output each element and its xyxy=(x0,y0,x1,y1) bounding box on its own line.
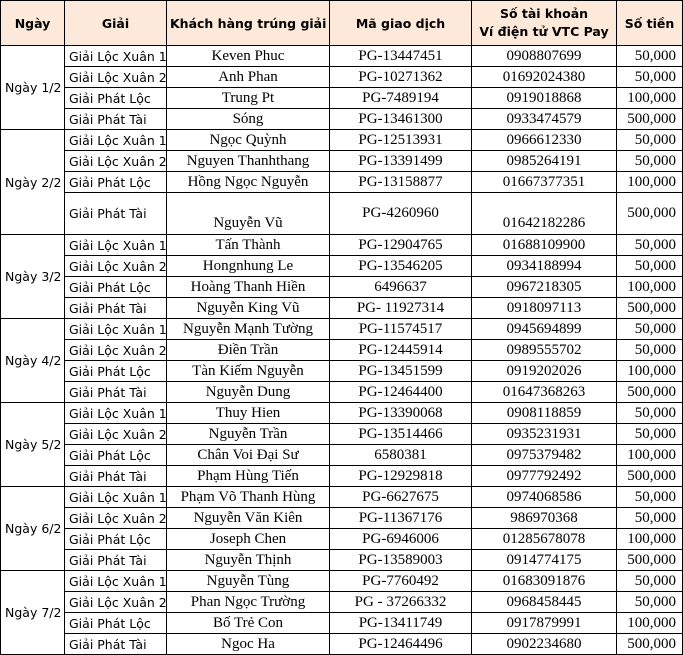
transaction-code-cell: PG-13390068 xyxy=(330,403,472,424)
transaction-code-cell: PG-13589003 xyxy=(330,550,472,571)
account-number-cell: 0989555702 xyxy=(472,340,617,361)
prize-cell: Giải Phát Tài xyxy=(65,382,167,403)
customer-name-cell: Ngọc Quỳnh xyxy=(167,130,330,151)
account-number-cell: 0968458445 xyxy=(472,592,617,613)
transaction-code-cell: PG-10271362 xyxy=(330,67,472,88)
header-account-line1: Số tài khoản xyxy=(499,6,589,21)
transaction-code-cell: PG-13158877 xyxy=(330,172,472,193)
amount-cell: 50,000 xyxy=(617,487,683,508)
prize-cell: Giải Lộc Xuân 2 xyxy=(65,340,167,361)
account-number-cell: 0919018868 xyxy=(472,88,617,109)
customer-name-cell: Nguyen Thanhthang xyxy=(167,151,330,172)
account-number-cell: 0977792492 xyxy=(472,466,617,487)
account-number-cell: 0935231931 xyxy=(472,424,617,445)
table-row xyxy=(1,235,683,256)
table-row xyxy=(1,445,683,466)
table-row xyxy=(1,361,683,382)
account-number-cell: 986970368 xyxy=(472,508,617,529)
prize-cell: Giải Lộc Xuân 2 xyxy=(65,151,167,172)
header-day: Ngày xyxy=(1,1,65,46)
prize-cell: Giải Lộc Xuân 1 xyxy=(65,319,167,340)
prize-cell: Giải Lộc Xuân 1 xyxy=(65,46,167,67)
customer-name-cell: Hồng Ngọc Nguyễn xyxy=(167,172,330,193)
transaction-code-cell: PG - 37266332 xyxy=(330,592,472,613)
amount-cell: 50,000 xyxy=(617,67,683,88)
account-number-cell: 0975379482 xyxy=(472,445,617,466)
transaction-code-cell: PG-13461300 xyxy=(330,109,472,130)
prize-cell: Giải Lộc Xuân 1 xyxy=(65,130,167,151)
table-row xyxy=(1,424,683,445)
customer-name-cell: Nguyễn Văn Kiên xyxy=(167,508,330,529)
transaction-code-cell: 6580381 xyxy=(330,445,472,466)
header-account xyxy=(472,1,617,46)
amount-cell: 50,000 xyxy=(617,235,683,256)
customer-name-cell: Hoàng Thanh Hiền xyxy=(167,277,330,298)
amount-cell: 50,000 xyxy=(617,424,683,445)
transaction-code-cell: PG-11367176 xyxy=(330,508,472,529)
amount-cell: 500,000 xyxy=(617,550,683,571)
account-number-cell: 0917879991 xyxy=(472,613,617,634)
day-label: Ngày 2/2 xyxy=(1,130,65,235)
transaction-code-cell: PG-13411749 xyxy=(330,613,472,634)
header-amount: Số tiền xyxy=(617,1,683,46)
amount-cell: 50,000 xyxy=(617,151,683,172)
table-row xyxy=(1,277,683,298)
transaction-code-cell: PG-13451599 xyxy=(330,361,472,382)
amount-cell: 500,000 xyxy=(617,193,683,235)
customer-name-cell: Joseph Chen xyxy=(167,529,330,550)
transaction-code-cell: PG- 11927314 xyxy=(330,298,472,319)
customer-name-cell: Nguyễn Mạnh Tường xyxy=(167,319,330,340)
customer-name-cell: Tấn Thành xyxy=(167,235,330,256)
prize-cell: Giải Lộc Xuân 2 xyxy=(65,592,167,613)
account-number-cell: 0967218305 xyxy=(472,277,617,298)
header-account-line2: Ví điện tử VTC Pay xyxy=(479,24,609,39)
day-label: Ngày 3/2 xyxy=(1,235,65,319)
customer-name-cell: Nguyễn Vũ xyxy=(167,193,330,235)
transaction-code-cell: PG-13546205 xyxy=(330,256,472,277)
table-row xyxy=(1,298,683,319)
header-prize: Giải xyxy=(65,1,167,46)
amount-cell: 100,000 xyxy=(617,361,683,382)
amount-cell: 50,000 xyxy=(617,256,683,277)
day-label: Ngày 4/2 xyxy=(1,319,65,403)
customer-name-cell: Nguyễn King Vũ xyxy=(167,298,330,319)
prize-cell: Giải Lộc Xuân 1 xyxy=(65,403,167,424)
table-row xyxy=(1,130,683,151)
table-row xyxy=(1,151,683,172)
account-number-cell: 0945694899 xyxy=(472,319,617,340)
transaction-code-cell: PG-13514466 xyxy=(330,424,472,445)
amount-cell: 500,000 xyxy=(617,634,683,655)
prize-cell: Giải Lộc Xuân 1 xyxy=(65,235,167,256)
customer-name-cell: Keven Phuc xyxy=(167,46,330,67)
transaction-code-cell: PG-12929818 xyxy=(330,466,472,487)
table-row xyxy=(1,319,683,340)
amount-cell: 500,000 xyxy=(617,109,683,130)
table-row xyxy=(1,340,683,361)
account-number-cell: 0918097113 xyxy=(472,298,617,319)
transaction-code-cell: PG-6946006 xyxy=(330,529,472,550)
customer-name-cell: Anh Phan xyxy=(167,67,330,88)
customer-name-cell: Chân Voi Đại Sư xyxy=(167,445,330,466)
table-row xyxy=(1,256,683,277)
transaction-code-cell: PG-13391499 xyxy=(330,151,472,172)
amount-cell: 50,000 xyxy=(617,592,683,613)
table-row xyxy=(1,109,683,130)
transaction-code-cell: 6496637 xyxy=(330,277,472,298)
amount-cell: 100,000 xyxy=(617,529,683,550)
customer-name-cell: Thuy Hien xyxy=(167,403,330,424)
amount-cell: 50,000 xyxy=(617,571,683,592)
account-number-cell: 01285678078 xyxy=(472,529,617,550)
account-number-cell: 0985264191 xyxy=(472,151,617,172)
table-row xyxy=(1,88,683,109)
customer-name-cell: Ngoc Ha xyxy=(167,634,330,655)
amount-cell: 100,000 xyxy=(617,88,683,109)
transaction-code-cell: PG-4260960 xyxy=(330,193,472,235)
prize-cell: Giải Phát Lộc xyxy=(65,88,167,109)
day-label: Ngày 1/2 xyxy=(1,46,65,130)
table-row xyxy=(1,571,683,592)
table-row xyxy=(1,550,683,571)
prize-cell: Giải Lộc Xuân 2 xyxy=(65,256,167,277)
account-number-cell: 0908807699 xyxy=(472,46,617,67)
prize-cell: Giải Phát Lộc xyxy=(65,613,167,634)
customer-name-cell: Nguyễn Tùng xyxy=(167,571,330,592)
account-number-cell: 0919202026 xyxy=(472,361,617,382)
table-row xyxy=(1,613,683,634)
prize-cell: Giải Lộc Xuân 2 xyxy=(65,67,167,88)
account-number-cell: 01647368263 xyxy=(472,382,617,403)
customer-name-cell: Phan Ngọc Trường xyxy=(167,592,330,613)
account-number-cell: 0914774175 xyxy=(472,550,617,571)
customer-name-cell: Phạm Hùng Tiến xyxy=(167,466,330,487)
prize-cell: Giải Phát Tài xyxy=(65,298,167,319)
transaction-code-cell: PG-12464400 xyxy=(330,382,472,403)
account-number-cell: 01688109900 xyxy=(472,235,617,256)
prize-cell: Giải Lộc Xuân 1 xyxy=(65,571,167,592)
table-row xyxy=(1,172,683,193)
customer-name-cell: Điền Trần xyxy=(167,340,330,361)
transaction-code-cell: PG-7760492 xyxy=(330,571,472,592)
customer-name-cell: Nguyễn Dung xyxy=(167,382,330,403)
account-number-cell: 01683091876 xyxy=(472,571,617,592)
prize-cell: Giải Phát Lộc xyxy=(65,361,167,382)
customer-name-cell: Bố Trẻ Con xyxy=(167,613,330,634)
account-number-cell: 0902234680 xyxy=(472,634,617,655)
account-number-cell: 0908118859 xyxy=(472,403,617,424)
day-label: Ngày 7/2 xyxy=(1,571,65,655)
amount-cell: 50,000 xyxy=(617,403,683,424)
amount-cell: 50,000 xyxy=(617,46,683,67)
header-row xyxy=(1,1,683,46)
table-row xyxy=(1,403,683,424)
account-number-cell: 01642182286 xyxy=(472,193,617,235)
prize-cell: Giải Phát Tài xyxy=(65,466,167,487)
prize-cell: Giải Phát Lộc xyxy=(65,445,167,466)
prize-cell: Giải Phát Tài xyxy=(65,634,167,655)
customer-name-cell: Nguyễn Trần xyxy=(167,424,330,445)
prize-cell: Giải Phát Tài xyxy=(65,550,167,571)
amount-cell: 100,000 xyxy=(617,613,683,634)
customer-name-cell: Phạm Võ Thanh Hùng xyxy=(167,487,330,508)
transaction-code-cell: PG-6627675 xyxy=(330,487,472,508)
amount-cell: 50,000 xyxy=(617,340,683,361)
day-label: Ngày 6/2 xyxy=(1,487,65,571)
customer-name-cell: Hongnhung Le xyxy=(167,256,330,277)
prize-cell: Giải Lộc Xuân 1 xyxy=(65,487,167,508)
transaction-code-cell: PG-12445914 xyxy=(330,340,472,361)
table-row xyxy=(1,466,683,487)
prize-cell: Giải Lộc Xuân 2 xyxy=(65,508,167,529)
amount-cell: 50,000 xyxy=(617,508,683,529)
amount-cell: 500,000 xyxy=(617,298,683,319)
amount-cell: 100,000 xyxy=(617,172,683,193)
prize-cell: Giải Phát Tài xyxy=(65,193,167,235)
amount-cell: 50,000 xyxy=(617,130,683,151)
header-transaction: Mã giao dịch xyxy=(330,1,472,46)
transaction-code-cell: PG-7489194 xyxy=(330,88,472,109)
customer-name-cell: Sóng xyxy=(167,109,330,130)
transaction-code-cell: PG-12904765 xyxy=(330,235,472,256)
transaction-code-cell: PG-11574517 xyxy=(330,319,472,340)
account-number-cell: 0974068586 xyxy=(472,487,617,508)
account-number-cell: 0934188994 xyxy=(472,256,617,277)
account-number-cell: 01667377351 xyxy=(472,172,617,193)
table-row xyxy=(1,634,683,655)
prize-cell: Giải Phát Lộc xyxy=(65,529,167,550)
table-row xyxy=(1,487,683,508)
table-row xyxy=(1,508,683,529)
transaction-code-cell: PG-12464496 xyxy=(330,634,472,655)
transaction-code-cell: PG-12513931 xyxy=(330,130,472,151)
table-row xyxy=(1,382,683,403)
header-customer: Khách hàng trúng giải xyxy=(167,1,330,46)
table-row xyxy=(1,592,683,613)
transaction-code-cell: PG-13447451 xyxy=(330,46,472,67)
amount-cell: 100,000 xyxy=(617,277,683,298)
customer-name-cell: Tàn Kiếm Nguyễn xyxy=(167,361,330,382)
amount-cell: 100,000 xyxy=(617,445,683,466)
table-row xyxy=(1,67,683,88)
table-row xyxy=(1,46,683,67)
customer-name-cell: Nguyễn Thịnh xyxy=(167,550,330,571)
prize-cell: Giải Phát Lộc xyxy=(65,277,167,298)
prize-cell: Giải Lộc Xuân 2 xyxy=(65,424,167,445)
prize-cell: Giải Phát Lộc xyxy=(65,172,167,193)
prize-cell: Giải Phát Tài xyxy=(65,109,167,130)
table-row xyxy=(1,529,683,550)
customer-name-cell: Trung Pt xyxy=(167,88,330,109)
day-label: Ngày 5/2 xyxy=(1,403,65,487)
amount-cell: 500,000 xyxy=(617,466,683,487)
amount-cell: 500,000 xyxy=(617,382,683,403)
account-number-cell: 01692024380 xyxy=(472,67,617,88)
account-number-cell: 0966612330 xyxy=(472,130,617,151)
amount-cell: 50,000 xyxy=(617,319,683,340)
table-row xyxy=(1,193,683,235)
account-number-cell: 0933474579 xyxy=(472,109,617,130)
